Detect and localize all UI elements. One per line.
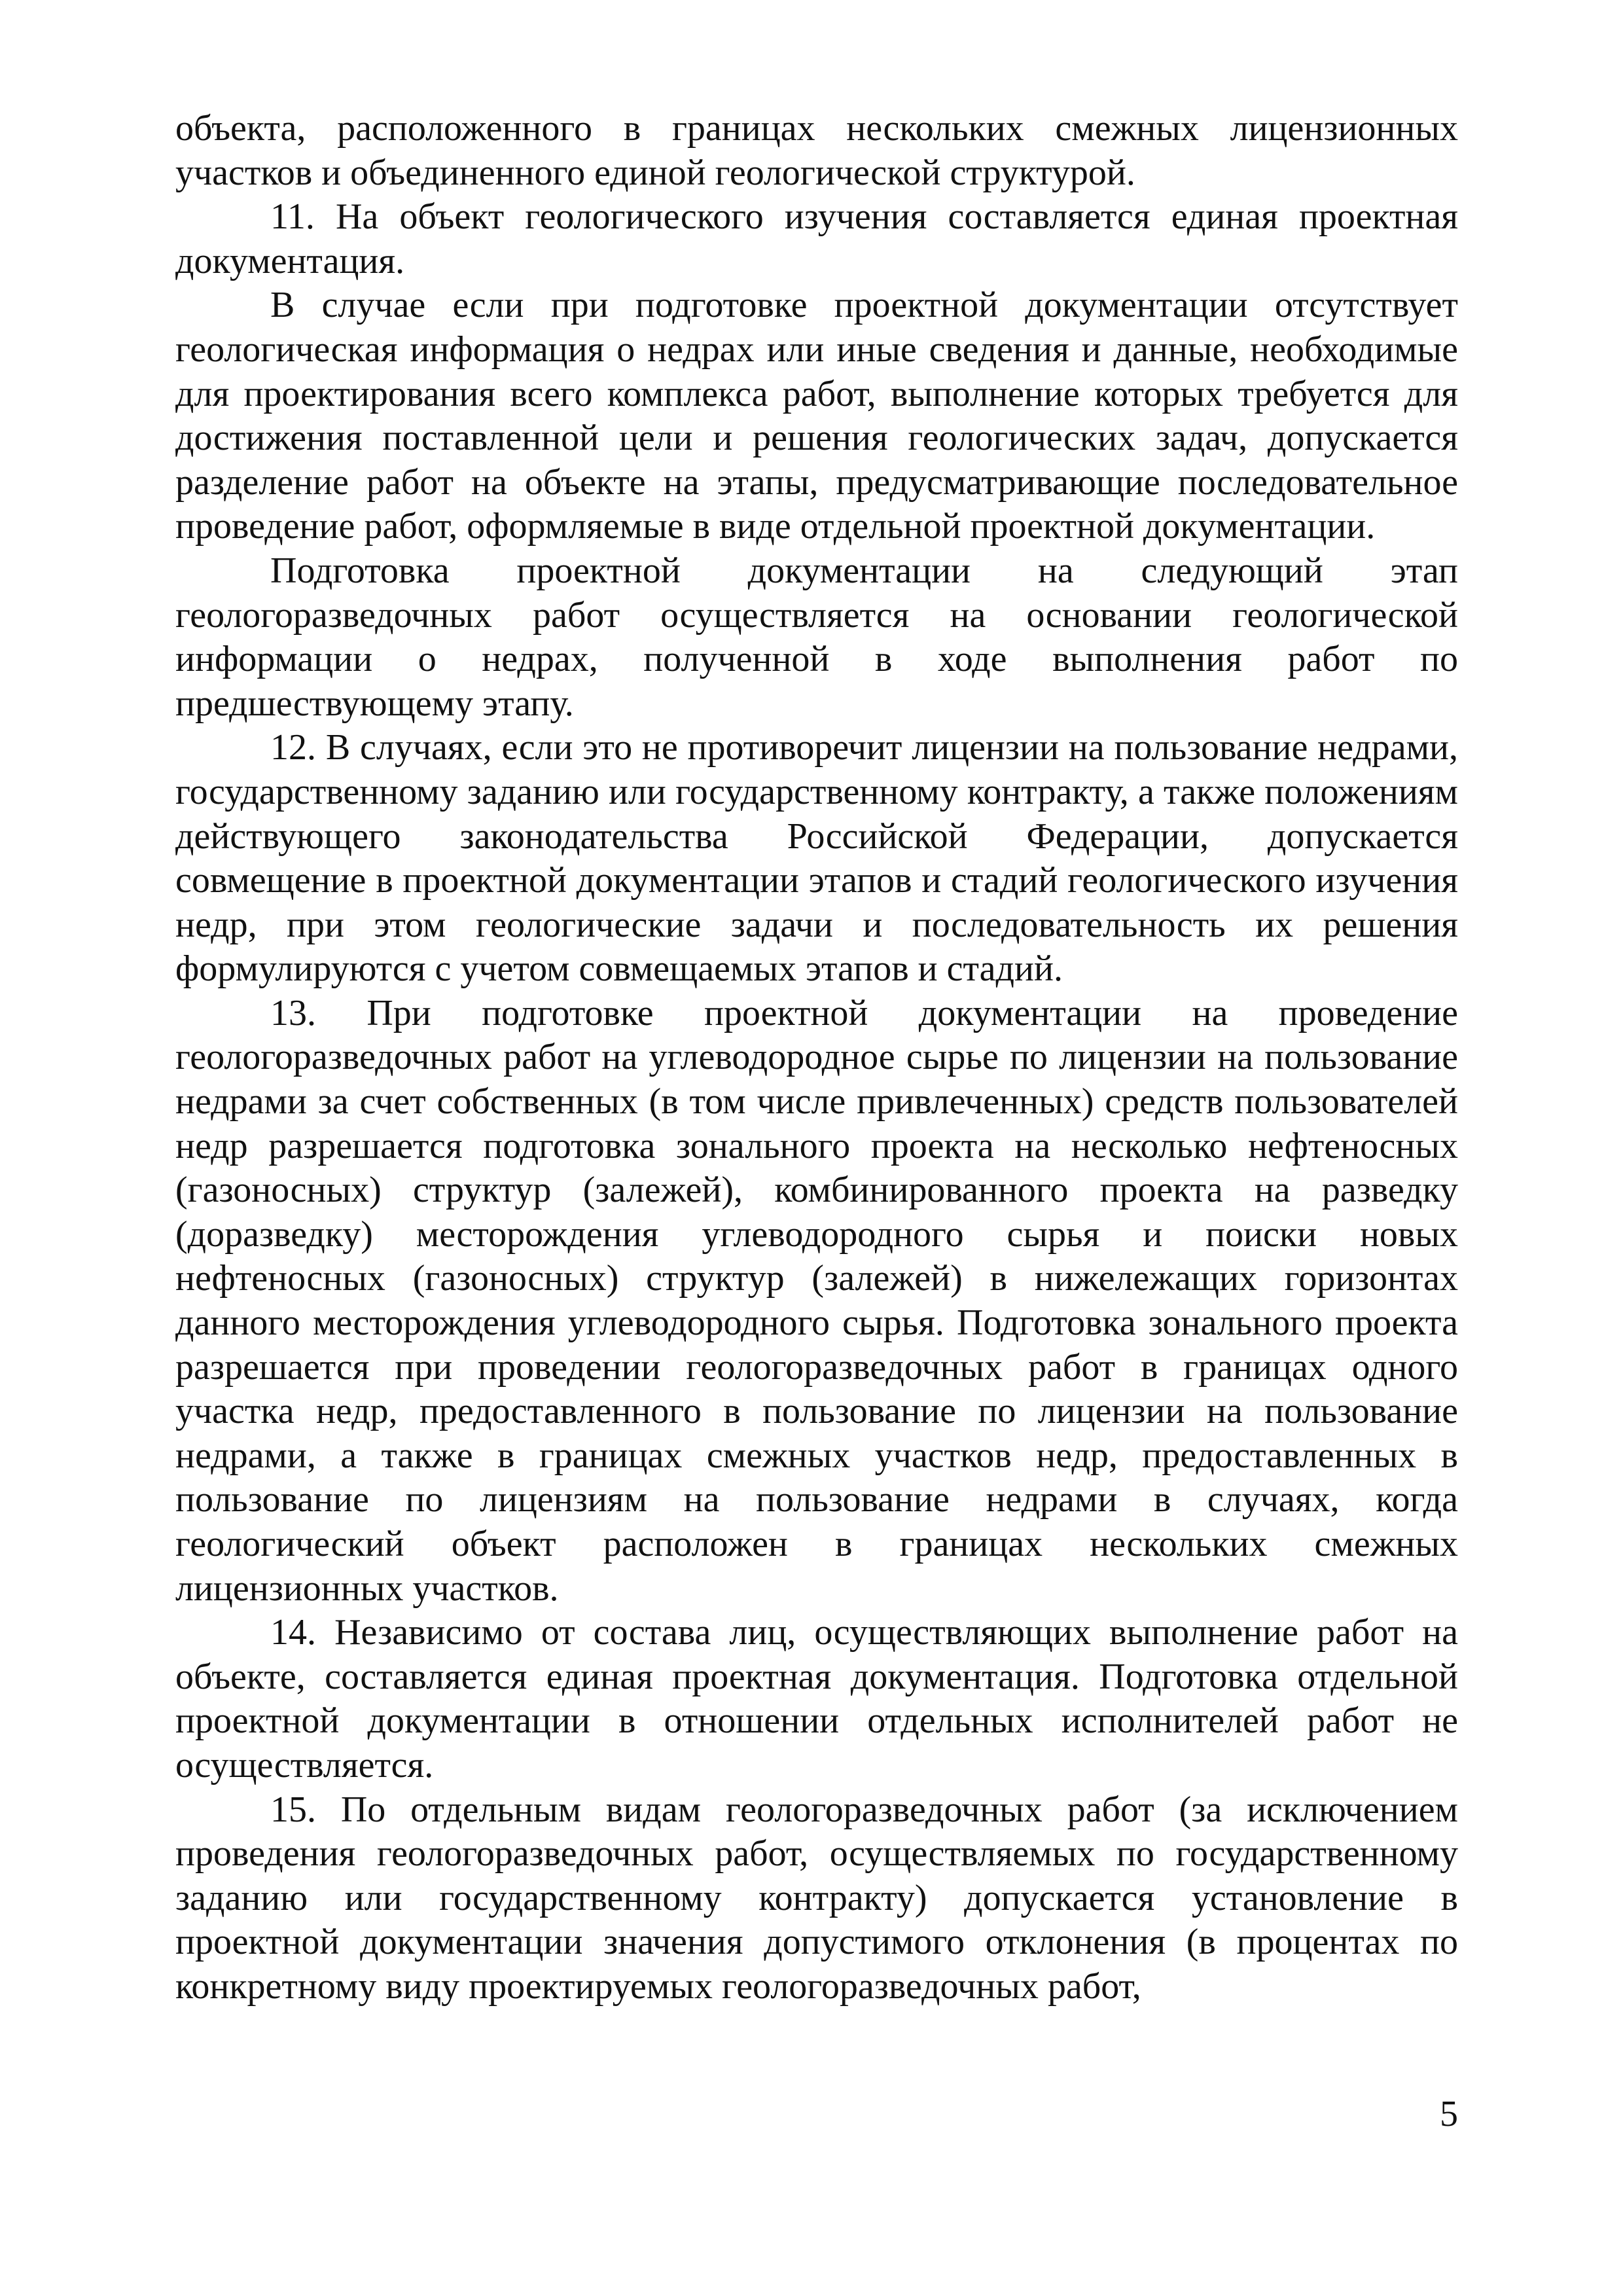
paragraph-item-15: 15. По отдельным видам геологоразведочных работ (за исключением проведения геологоразведочных работ, осуществляемых по государственному заданию или государственному контракту) допускается установление в проектной документации значения допустимого отклонения (в процентах по конкретному виду проектируемых геологоразведочных работ, <box>175 1789 1458 2007</box>
paragraph-item-13: 13. При подготовке проектной документации на проведение геологоразведочных работ на углеводородное сырье по лицензии на пользование недрами за счет собственных (в том числе привлеченных) средств пользователей недр разрешается подготовка зонального проекта на несколько нефтеносных (газоносных) структур (залежей), комбинированного проекта на разведку (доразведку) месторождения углеводородного сырья и поиски новых нефтеносных (газоносных) структур (залежей) в нижележащих горизонтах данного месторождения углеводородного сырья. Подготовка зонального проекта разрешается при проведении геологоразведочных работ в границах одного участка недр, предоставленного в пользование по лицензии на пользование недрами, а также в границах смежных участков недр, предоставленных в пользование по лицензиям на пользование недрами в случаях, когда геологический объект расположен в границах нескольких смежных лицензионных участков. <box>175 992 1458 1609</box>
paragraph-item-11-stages: В случае если при подготовке проектной документации отсутствует геологическая информация о недрах или иные сведения и данные, необходимые для проектирования всего комплекса работ, выполнение которых требуется для достижения поставленной цели и решения геологических задач, допускается разделение работ на объекте на этапы, предусматривающие последовательное проведение работ, оформляемые в виде отдельной проектной документации. <box>175 285 1458 547</box>
document-body <box>175 107 1458 2009</box>
paragraph-continuation: объекта, расположенного в границах нескольких смежных лицензионных участков и объединенного единой геологической структурой. <box>175 108 1458 193</box>
paragraph-item-11: 11. На объект геологического изучения составляется единая проектная документация. <box>175 196 1458 281</box>
page-number: 5 <box>1440 2094 1458 2134</box>
paragraph-item-12: 12. В случаях, если это не противоречит лицензии на пользование недрами, государственному заданию или государственному контракту, а также положениям действующего законодательства Российской Федерации, допускается совмещение в проектной документации этапов и стадий геологического изучения недр, при этом геологические задачи и последовательность их решения формулируются с учетом совмещаемых этапов и стадий. <box>175 727 1458 990</box>
paragraph-item-11-next-stage: Подготовка проектной документации на следующий этап геологоразведочных работ осуществляется на основании геологической информации о недрах, полученной в ходе выполнения работ по предшествующему этапу. <box>175 550 1458 724</box>
paragraph-item-14: 14. Независимо от состава лиц, осуществляющих выполнение работ на объекте, составляется единая проектная документация. Подготовка отдельной проектной документации в отношении отдельных исполнителей работ не осуществляется. <box>175 1612 1458 1785</box>
